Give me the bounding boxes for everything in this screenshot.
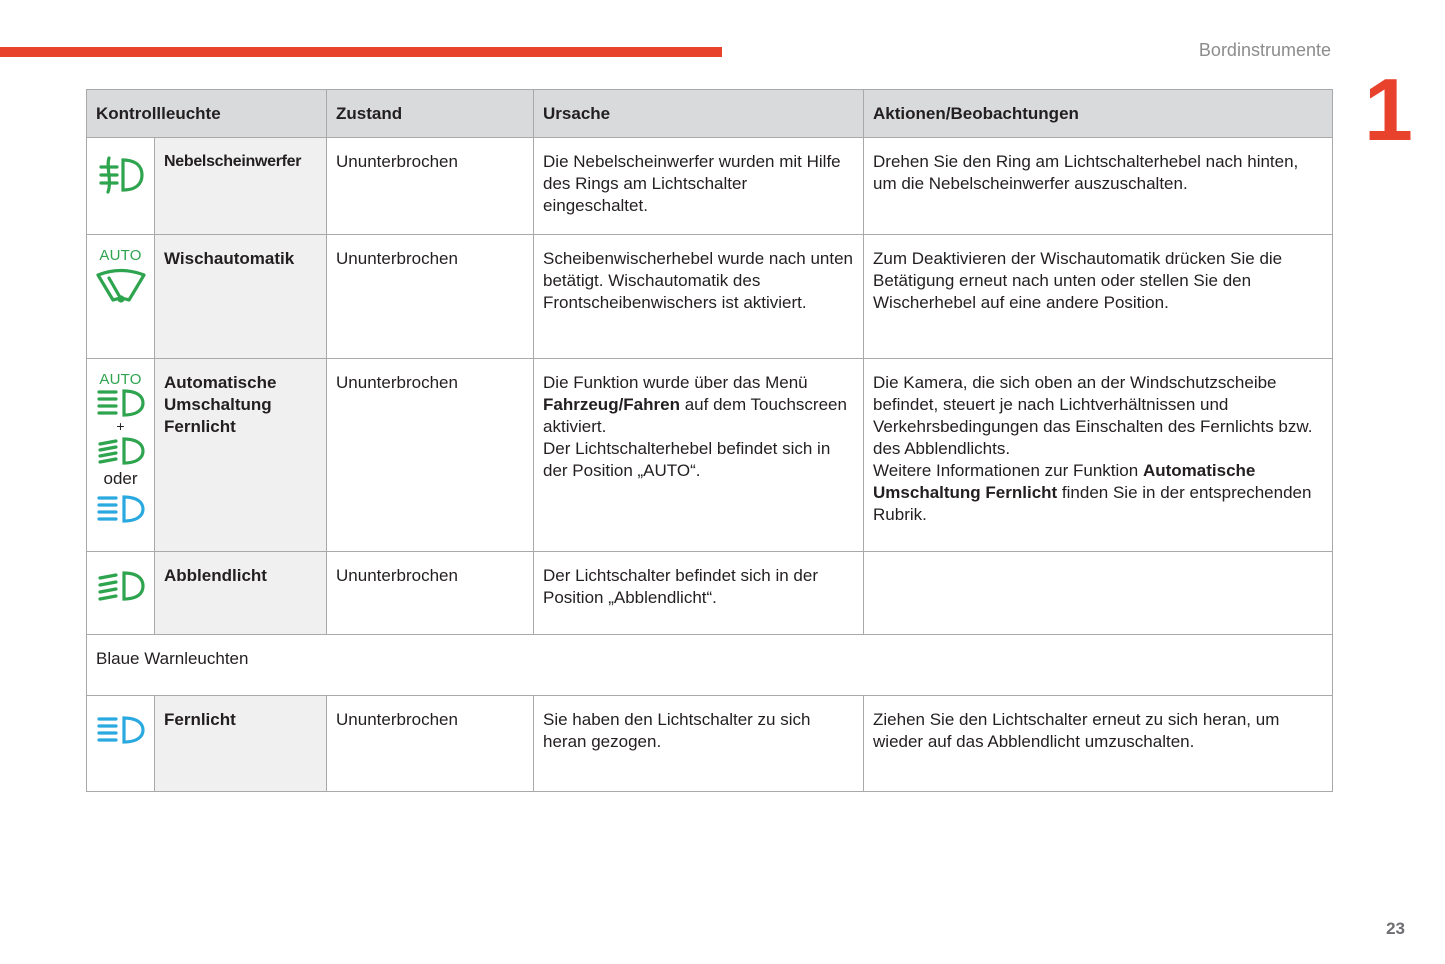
- table-row: [87, 696, 1333, 792]
- column-header: Aktionen/Beobachtungen: [864, 90, 1333, 138]
- column-header: Ursache: [534, 90, 864, 138]
- cause-cell: Sie haben den Lichtschalter zu sich heran gezogen.: [534, 696, 864, 792]
- table-row: [87, 235, 1333, 359]
- icon-cell: [87, 138, 155, 235]
- warning-lights-table: [86, 89, 1333, 792]
- action-cell: Zum Deaktivieren der Wischautomatik drücken Sie die Betätigung erneut nach unten oder stellen Sie den Wischerhebel auf eine andere Position.: [864, 235, 1333, 359]
- low-beam-icon: [96, 569, 146, 603]
- light-name: Wischautomatik: [155, 235, 327, 359]
- cause-cell: [534, 359, 864, 552]
- action-cell: [864, 359, 1333, 552]
- high-beam-blue-icon: [96, 494, 146, 524]
- group-label: Blaue Warnleuchten: [87, 635, 1333, 696]
- low-beam-icon: [96, 436, 146, 466]
- table-row: [87, 138, 1333, 235]
- light-name: Nebelscheinwerfer: [155, 138, 327, 235]
- light-name: Fernlicht: [155, 696, 327, 792]
- group-header-row: [87, 635, 1333, 696]
- column-header: Kontrollleuchte: [87, 90, 327, 138]
- column-header: Zustand: [327, 90, 534, 138]
- action-cell: [864, 552, 1333, 635]
- high-beam-icon: [96, 715, 146, 745]
- cause-text: auf dem Touchscreen aktiviert.: [543, 395, 847, 436]
- state-cell: Ununterbrochen: [327, 138, 534, 235]
- state-cell: Ununterbrochen: [327, 359, 534, 552]
- table-row: [87, 552, 1333, 635]
- high-beam-icon: [96, 388, 146, 418]
- section-title: Bordinstrumente: [1198, 40, 1331, 60]
- light-name: Abblendlicht: [155, 552, 327, 635]
- icon-cell: [87, 359, 155, 552]
- action-text: Weitere Informationen zur Funktion: [873, 461, 1143, 480]
- icon-cell: [87, 696, 155, 792]
- page-number: 23: [1386, 919, 1405, 938]
- table-header-row: [87, 90, 1333, 138]
- plus-label: +: [116, 418, 125, 434]
- cause-cell: Scheibenwischerhebel wurde nach unten betätigt. Wischautomatik des Frontscheibenwischers ist aktiviert.: [534, 235, 864, 359]
- cause-text: Die Funktion wurde über das Menü: [543, 373, 808, 392]
- auto-label: AUTO: [99, 371, 142, 388]
- state-cell: Ununterbrochen: [327, 235, 534, 359]
- auto-wiper-icon: [95, 266, 147, 306]
- function-name: Automatische Umschaltung Fernlicht: [873, 461, 1256, 502]
- menu-path: Fahrzeug/Fahren: [543, 395, 680, 414]
- cause-text: Der Lichtschalterhebel befindet sich in der Position „AUTO“.: [543, 439, 831, 480]
- state-cell: Ununterbrochen: [327, 552, 534, 635]
- table-row: [87, 359, 1333, 552]
- action-text: Die Kamera, die sich oben an der Windschutzscheibe befindet, steuert je nach Lichtverhältnissen und Verkehrsbedingungen das Einschalten des Fernlichts bzw. des Abblendlichts.: [873, 373, 1313, 458]
- action-cell: Ziehen Sie den Lichtschalter erneut zu sich heran, um wieder auf das Abblendlicht umzuschalten.: [864, 696, 1333, 792]
- cause-cell: Der Lichtschalter befindet sich in der Position „Abblendlicht“.: [534, 552, 864, 635]
- icon-cell: [87, 552, 155, 635]
- light-name: Automatische Umschaltung Fernlicht: [155, 359, 327, 552]
- chapter-accent-bar: [0, 47, 722, 57]
- icon-cell: [87, 235, 155, 359]
- chapter-number: 1: [1364, 60, 1413, 159]
- cause-cell: Die Nebelscheinwerfer wurden mit Hilfe des Rings am Lichtschalter eingeschaltet.: [534, 138, 864, 235]
- auto-label: AUTO: [99, 247, 142, 264]
- state-cell: Ununterbrochen: [327, 696, 534, 792]
- action-cell: Drehen Sie den Ring am Lichtschalterhebel nach hinten, um die Nebelscheinwerfer auszuschalten.: [864, 138, 1333, 235]
- action-text: finden Sie in der entsprechenden Rubrik.: [873, 483, 1312, 524]
- or-label: oder: [103, 469, 138, 488]
- fog-light-icon: [97, 155, 145, 195]
